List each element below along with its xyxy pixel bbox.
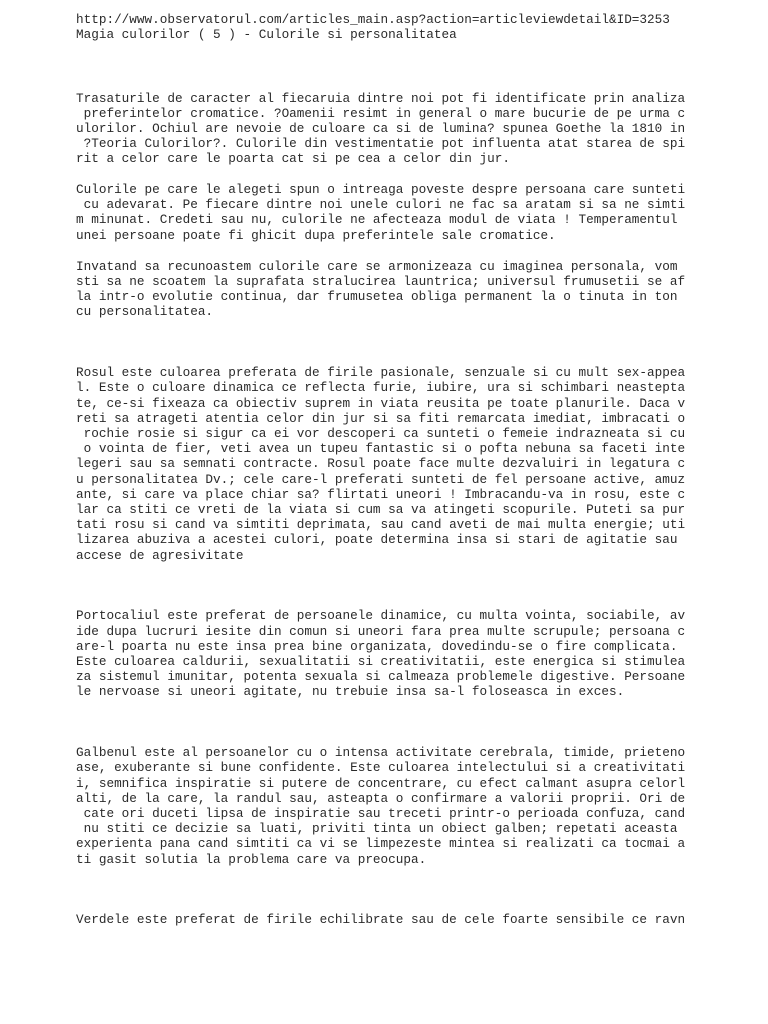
text-line: unei persoane poate fi ghicit dupa preferintele sale cromatice. (76, 228, 556, 243)
text-line: cu adevarat. Pe fiecare dintre noi unele culori ne fac sa aratam si sa ne simti (76, 197, 686, 212)
text-line: Galbenul este al persoanelor cu o intensa activitate cerebrala, timide, prieteno (76, 745, 686, 760)
text-line: nu stiti ce decizie sa luati, priviti tinta un obiect galben; repetati aceasta (76, 821, 686, 836)
text-line: m minunat. Credeti sau nu, culorile ne afecteaza modul de viata ! Temperamentul (76, 212, 686, 227)
text-line: legeri sau sa semnati contracte. Rosul poate face multe dezvaluiri in legatura c (76, 456, 686, 471)
text-line: i, semnifica inspiratie si putere de concentrare, cu efect calmant asupra celorl (76, 776, 686, 791)
text-line: za sistemul imunitar, potenta sexuala si calmeaza problemele digestive. Persoane (76, 669, 686, 684)
text-line: Portocaliul este preferat de persoanele dinamice, cu multa vointa, sociabile, av (76, 608, 686, 623)
text-line: ase, exuberante si bune confidente. Este culoarea intelectului si a creativitati (76, 760, 686, 775)
text-line: Trasaturile de caracter al fiecaruia dintre noi pot fi identificate prin analiza (76, 91, 686, 106)
text-line: accese de agresivitate (76, 548, 244, 563)
text-line: are-l poarta nu este insa prea bine organizata, dovedindu-se o fire complicata. (76, 639, 678, 654)
source-url: http://www.observatorul.com/articles_main.asp?action=articleviewdetail&ID=3253 (76, 12, 670, 27)
text-line: sti sa ne scoatem la suprafata stralucirea launtrica; universul frumusetii se af (76, 274, 686, 289)
text-line: rochie rosie si sigur ca ei vor descoperi ca sunteti o femeie indrazneata si cu (76, 426, 686, 441)
text-line: cu personalitatea. (76, 304, 214, 319)
text-line: tati rosu si cand va simtiti deprimata, sau cand aveti de mai multa energie; uti (76, 517, 686, 532)
text-line: ti gasit solutia la problema care va preocupa. (76, 852, 427, 867)
text-line: o vointa de fier, veti avea un tupeu fantastic si o pofta nebuna sa faceti inte (76, 441, 686, 456)
text-line: la intr-o evolutie continua, dar frumusetea obliga permanent la o tinuta in ton (76, 289, 686, 304)
text-line: ulorilor. Ochiul are nevoie de culoare ca si de lumina? spunea Goethe la 1810 in (76, 121, 686, 136)
text-line: preferintelor cromatice. ?Oamenii resimt in general o mare bucurie de pe urma c (76, 106, 686, 121)
text-line: ide dupa lucruri iesite din comun si uneori fara prea multe scrupule; persoana c (76, 624, 686, 639)
text-line: Verdele este preferat de firile echilibrate sau de cele foarte sensibile ce ravn (76, 912, 686, 927)
text-line: alti, de la care, la randul sau, asteapta o confirmare a valorii proprii. Ori de (76, 791, 686, 806)
text-line: l. Este o culoare dinamica ce reflecta furie, iubire, ura si schimbari neastepta (76, 380, 686, 395)
text-line: rit a celor care le poarta cat si pe cea a celor din jur. (76, 151, 510, 166)
text-line: lizarea abuziva a acestei culori, poate determina insa si stari de agitatie sau (76, 532, 686, 547)
text-line: Invatand sa recunoastem culorile care se armonizeaza cu imaginea personala, vom (76, 259, 686, 274)
text-line: reti sa atrageti atentia celor din jur si sa fiti remarcata imediat, imbracati o (76, 411, 686, 426)
text-line: ante, si care va place chiar sa? flirtati uneori ! Imbracandu-va in rosu, este c (76, 487, 686, 502)
text-line: te, ce-si fixeaza ca obiectiv suprem in viata reusita pe toate planurile. Daca v (76, 396, 686, 411)
text-line: experienta pana cand simtiti ca vi se limpezeste mintea si realizati ca tocmai a (76, 836, 686, 851)
text-line: u personalitatea Dv.; cele care-l preferati sunteti de fel persoane active, amuz (76, 472, 686, 487)
text-line: ?Teoria Culorilor?. Culorile din vestimentatie pot influenta atat starea de spi (76, 136, 686, 151)
text-line: cate ori duceti lipsa de inspiratie sau treceti printr-o perioada confuza, cand (76, 806, 686, 821)
text-line: Este culoarea caldurii, sexualitatii si creativitatii, este energica si stimulea (76, 654, 686, 669)
text-line: lar ca stiti ce vreti de la viata si cum sa va atingeti scopurile. Puteti sa pur (76, 502, 686, 517)
text-line: Rosul este culoarea preferata de firile pasionale, senzuale si cu mult sex-appea (76, 365, 686, 380)
text-line: Culorile pe care le alegeti spun o intreaga poveste despre persoana care sunteti (76, 182, 686, 197)
article-title: Magia culorilor ( 5 ) - Culorile si personalitatea (76, 27, 457, 42)
text-line: le nervoase si uneori agitate, nu trebuie insa sa-l foloseasca in exces. (76, 684, 625, 699)
